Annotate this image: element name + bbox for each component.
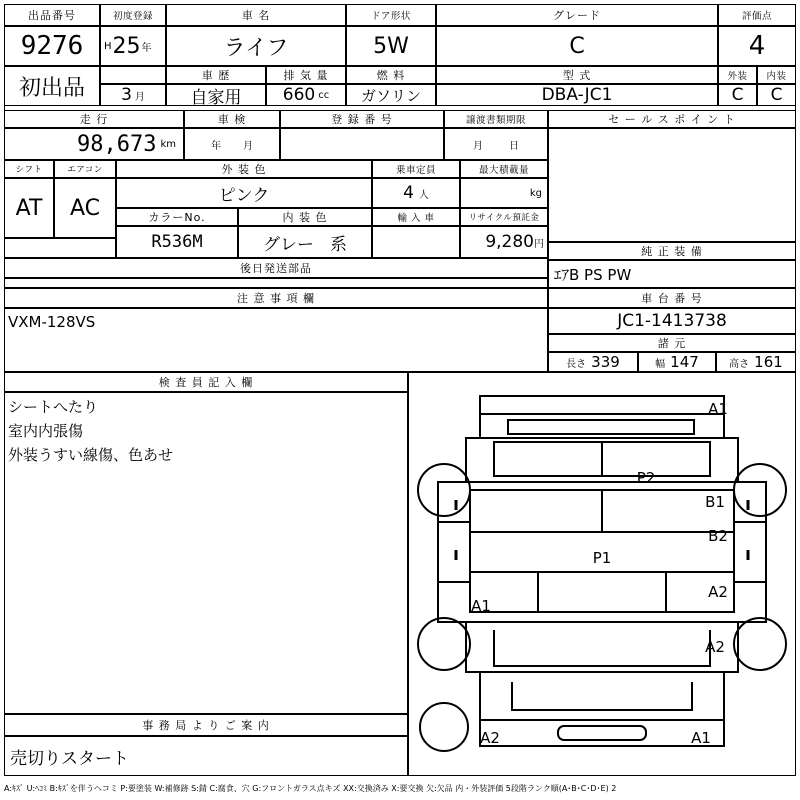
recycle-unit: 円 bbox=[534, 238, 544, 250]
notes-text: VXM-128VS bbox=[8, 313, 96, 331]
dimensions-label: 諸 元 bbox=[657, 337, 687, 350]
height-value: 161 bbox=[754, 353, 783, 371]
door-value: 5W bbox=[373, 33, 409, 59]
later-parts-label: 後日発送部品 bbox=[240, 262, 312, 275]
first-reg-label: 初度登録 bbox=[112, 11, 153, 22]
first-reg-year-unit: 年 bbox=[141, 42, 152, 54]
damage-mark-a1-top-right: A1 bbox=[708, 400, 728, 418]
fuel-value: ガソリン bbox=[360, 86, 421, 105]
length-label: 長さ bbox=[566, 358, 587, 370]
import-cell bbox=[372, 226, 460, 258]
damage-mark-b2: B2 bbox=[708, 527, 728, 545]
interior-color-suffix: 系 bbox=[330, 234, 347, 255]
exterior-color-label: 外 装 色 bbox=[221, 163, 267, 176]
car-diagram bbox=[408, 372, 796, 776]
first-reg-era: H bbox=[104, 40, 112, 52]
transfer-label: 譲渡書類期限 bbox=[465, 115, 526, 126]
shaken-value bbox=[184, 128, 280, 160]
height-wrap bbox=[716, 352, 796, 372]
shift-value: AT bbox=[15, 195, 43, 221]
door-label: ドア形状 bbox=[371, 11, 411, 22]
car-name-value: ライフ bbox=[223, 35, 289, 61]
capacity-value: 4 bbox=[403, 183, 414, 203]
width-wrap bbox=[638, 352, 716, 372]
damage-mark-a2-right-lower: A2 bbox=[705, 638, 725, 656]
damage-mark-a2-right: A2 bbox=[708, 583, 728, 601]
recycle-value-wrap bbox=[460, 226, 544, 258]
aircon-label: エアコン bbox=[67, 165, 103, 175]
first-reg-year: 25 bbox=[112, 33, 141, 59]
transfer-day-unit: 日 bbox=[509, 140, 519, 152]
sales-point-label: セ ー ル ス ポ イ ン ト bbox=[608, 113, 736, 126]
exterior-grade-value: C bbox=[731, 85, 744, 105]
capacity-value-wrap bbox=[372, 178, 460, 208]
score-label: 評価点 bbox=[741, 11, 772, 22]
history-month-value bbox=[100, 84, 166, 106]
width-label: 幅 bbox=[655, 358, 666, 370]
car-name-label: 車 名 bbox=[241, 9, 271, 22]
damage-mark-p2: P2 bbox=[636, 469, 656, 487]
length-wrap bbox=[548, 352, 638, 372]
max-load-value-wrap bbox=[460, 178, 542, 208]
chassis-label: 車 台 番 号 bbox=[641, 292, 703, 305]
displacement-label: 排 気 量 bbox=[283, 69, 329, 82]
mileage-value: 98,673 bbox=[76, 131, 157, 157]
first-exhibit-value: 初出品 bbox=[18, 75, 85, 101]
history-month-unit: 月 bbox=[134, 91, 145, 103]
width-value: 147 bbox=[670, 353, 699, 371]
mileage-unit: km bbox=[160, 138, 176, 150]
lot-no-value: 9276 bbox=[20, 31, 84, 61]
aircon-value: AC bbox=[69, 195, 101, 221]
max-load-unit: kg bbox=[529, 187, 542, 199]
history-label-cell bbox=[100, 66, 166, 84]
damage-mark-b1: B1 bbox=[705, 493, 725, 511]
interior-color-value-wrap bbox=[238, 226, 372, 258]
reg-no-label: 登 録 番 号 bbox=[331, 113, 393, 126]
length-value: 339 bbox=[591, 353, 620, 371]
displacement-value-wrap bbox=[266, 84, 346, 106]
capacity-label: 乗車定員 bbox=[395, 165, 436, 176]
max-load-label: 最大積載量 bbox=[478, 165, 529, 176]
model-code-label: 型 式 bbox=[562, 69, 592, 82]
reg-no-cell bbox=[280, 128, 444, 160]
inspector-label: 検 査 員 記 入 欄 bbox=[158, 376, 254, 389]
office-label: 事 務 局 よ り ご 案 内 bbox=[142, 719, 270, 732]
sales-point-cell bbox=[548, 128, 796, 242]
recycle-value: 9,280 bbox=[485, 232, 534, 252]
legend-text: A:ｷｽﾞ U:ﾍｺﾐ B:ｷｽﾞを伴うヘコミ P:要塗装 W:補修跡 S:錆 C:腐食、穴 G:フロントガラス点キズ XX:交換済み X:要交換 欠:欠品 内・外装評価 5段階ランク順(A･B･C･D･E) 2 bbox=[4, 783, 617, 793]
mileage-value-wrap bbox=[4, 128, 180, 160]
interior-grade-label: 内装 bbox=[766, 71, 787, 82]
inspector-line-2: 室内内張傷 bbox=[8, 421, 84, 440]
shaken-label: 車 検 bbox=[217, 113, 247, 126]
damage-mark-a2-bottom-left: A2 bbox=[480, 729, 500, 747]
history-month: 3 bbox=[121, 85, 132, 105]
notes-label: 注 意 事 項 欄 bbox=[237, 292, 315, 305]
mileage-label: 走 行 bbox=[79, 113, 109, 126]
shift-label: シフト bbox=[15, 165, 43, 175]
shaken-year-unit: 年 bbox=[211, 140, 221, 152]
lot-no-label: 出品番号 bbox=[28, 9, 76, 22]
exterior-color-value: ピンク bbox=[218, 185, 270, 206]
later-parts-cell bbox=[4, 278, 548, 288]
inspector-line-1: シートへたり bbox=[8, 397, 99, 416]
fuel-label: 燃 料 bbox=[376, 69, 406, 82]
office-text: 売切りスタート bbox=[10, 748, 129, 769]
first-reg-value bbox=[104, 26, 166, 66]
displacement-unit: cc bbox=[318, 89, 330, 101]
spacer-cell-left bbox=[4, 238, 116, 258]
import-label: 輸 入 車 bbox=[397, 213, 435, 224]
exterior-grade-label: 外装 bbox=[727, 71, 748, 82]
grade-label: グレード bbox=[553, 9, 601, 22]
grade-value: C bbox=[569, 33, 585, 59]
equipment-label: 純 正 装 備 bbox=[641, 245, 703, 258]
inspector-line-3: 外装うすい線傷、色あせ bbox=[8, 445, 174, 464]
damage-mark-a1-left: A1 bbox=[471, 597, 491, 615]
recycle-label: リサイクル預託金 bbox=[468, 213, 540, 223]
interior-color-value: グレー bbox=[263, 234, 314, 255]
color-no-label: カラーNo. bbox=[148, 211, 206, 224]
height-label: 高さ bbox=[729, 358, 750, 370]
damage-mark-p1: P1 bbox=[592, 549, 612, 567]
model-code-value: DBA-JC1 bbox=[541, 85, 613, 105]
color-no-value: R536M bbox=[151, 232, 203, 252]
capacity-unit: 人 bbox=[418, 189, 429, 201]
damage-mark-a1-bottom-right: A1 bbox=[691, 729, 711, 747]
history-value: 自家用 bbox=[190, 87, 242, 108]
transfer-month-unit: 月 bbox=[473, 140, 483, 152]
chassis-value: JC1-1413738 bbox=[617, 311, 727, 331]
shaken-month-unit: 月 bbox=[243, 140, 253, 152]
interior-grade-value: C bbox=[770, 85, 783, 105]
score-value: 4 bbox=[748, 31, 766, 61]
equipment-value: ｴｱB PS PW bbox=[554, 265, 632, 284]
interior-color-label: 内 装 色 bbox=[282, 211, 328, 224]
displacement-value: 660 bbox=[282, 85, 316, 105]
history-label: 車 歴 bbox=[201, 69, 231, 82]
transfer-value bbox=[444, 128, 548, 160]
